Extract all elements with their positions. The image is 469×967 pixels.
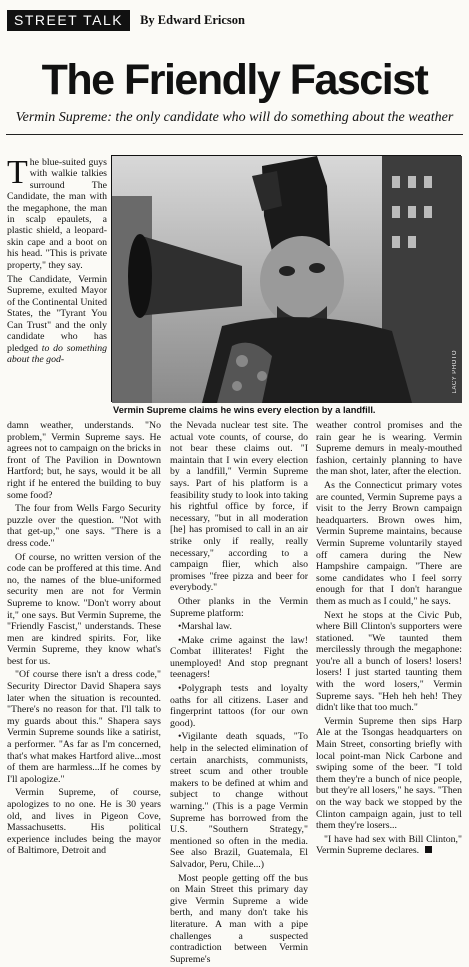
paragraph: •Marshal law. [178,621,232,633]
paragraph: Vermin Supreme then sips Harp Ale at the Tsongas headquarters on Main Street, consorting briefly with local point-man Nick Carbone and swiping some of the beer. "I told them they're a bunch of nice people, but they're all losers," he says. "Then on the way back we stopped by the Clinton campaign again, just to tell them they're losers... [316,715,462,832]
photo-illustration [112,156,462,403]
paragraph: Other planks in the Vermin Supreme platform: [170,595,308,619]
paragraph: "Of course there isn't a dress code," Security Director David Shapera says later when the situation is recounted. "There's no reason for that. I'll talk to my guards about this." Shapera says Vermin Supreme sounds like a satirist, a performer. "As far as I'm concerned, that's what makes Hartford alive...most of them are harmless...If he comes by I'll apologize." [7,669,161,785]
section-tag: STREET TALK [7,10,130,31]
paragraph-final [316,834,462,857]
paragraph: Most people getting off the bus on Main Street this primary day give Vermin Supreme a wide berth, and many don't take his literature. A man with a pipe challenges a suspected contradiction between Vermin Supreme's [170,872,308,965]
paragraph: As the Connecticut primary votes are counted, Vermin Supreme pays a visit to the Jerry Brown campaign headquarters. Brown owes him, Vermin Supreme maintains, because Vermin Supreme voluntarily stayed off camera during the New Hampshire campaign. "There are some candidates who I feel sorry enough for that I don't harangue them as much as I could," he says. [316,479,462,607]
final-text: "I have had sex with Bill Clinton," Vermin Supreme declares. [316,833,462,857]
lead-text-2: The Candidate, Vermin Supreme, exulted Mayor of the Continental United States, the "Tyrant You Can Trust" and the only candidate who has pledged [7,274,107,354]
divider-rule [6,134,463,135]
photo-caption: Vermin Supreme claims he wins every election by a landfill. [113,405,376,415]
headline: The Friendly Fascist [41,56,428,104]
paragraph: •Make crime against the law! Combat illiterates! Fight the unemployed! And stop pregnant teenagers! [170,634,308,681]
paragraph: •Polygraph tests and loyalty oaths for all citizens. Laser and fingerprint tattoos (for our own good). [170,683,308,729]
article-column-2 [170,420,308,967]
dropcap: T [7,154,28,191]
article-column-1 [7,420,161,859]
paragraph: Next he stops at the Civic Pub, where Bill Clinton's supporters were stationed. "We taunted them mercilessly through the megaphone: you're all a bunch of losers! losers! losers! I just started taunting them with the word losers," Vermin Supreme says. "Heh heh heh! They didn't like that too much." [316,609,462,714]
paragraph: damn weather, understands. "No problem," Vermin Supreme says. He agrees not to campaign on the bricks in front of The Pavilion in Downtown Hartford; but, he says, would it be all right if he entered the building to buy some food? [7,420,161,501]
paragraph: Of course, no written version of the code can be proffered at this time. And no, the names of the blue-uniformed security men are not for Vermin Supreme to know. "Don't worry about it," one says. But Vermin Supreme, the "Friendly Fascist," understands. These men are kindred spirits. For, like Vermin Supreme, they know what's best for us. [7,551,161,667]
paragraph: The four from Wells Fargo Security puzzle over the question. "Not with that get-up," one says. "There is a dress code." [7,503,161,549]
byline: By Edward Ericson [140,12,245,27]
end-mark [425,846,432,853]
paragraph: the Nevada nuclear test site. The actual vote counts, of course, do not bear these claims out. "I maintain that I win every election by a landfill," Vermin Supreme says. Part of his platform is a feasibility study to look into taking his rightful office by force, if necessary, "but in all moderation [he] has promised to call in an air strike only if really, really necessary," according to a campaign flier, which also promises "free pizza and beer for everybody." [170,420,308,594]
paragraph: Vermin Supreme, of course, apologizes to no one. He is 30 years old, and lives in Pigeon Cove, Massachusetts. His political experience includes being the mayor of Baltimore, Detroit and [7,787,161,857]
lead-text-1: he blue-suited guys with walkie talkies surround The Candidate, the man with the megaphone, the man in scalp epaulets, a plastic shield, a leopard-skin cape and a boot on his head. "This is private property," they say. [7,157,107,271]
paragraph: weather control promises and the rain gear he is wearing. Vermin Supreme demurs in mealy-mouthed fashion, certainly planning to have the man shot, later, after the election. [316,420,462,478]
candidate-photo [111,155,461,402]
paragraph: •Vigilante death squads, "To help in the selected elimination of certain anarchists, communists, street scum and other trouble makers to be defined at whim and subject to change without warning." (This is a page Vermin Supreme has borrowed from the U.S. "Southern Strategy," mentioned so often in the media. See also Brazil, Guatemala, El Salvador, Peru, Chile...) [170,731,308,870]
lead-paragraph-2 [7,274,107,365]
article-column-3 [316,420,462,859]
lead-text-2-italic: to do something about the god- [7,342,107,365]
photo-credit: LACY PHOTO [452,349,458,393]
lead-paragraph-1 [7,154,107,271]
lead-column [7,154,107,368]
deck-subtitle: Vermin Supreme: the only candidate who will do something about the weather [15,110,454,125]
section-header [7,9,245,31]
